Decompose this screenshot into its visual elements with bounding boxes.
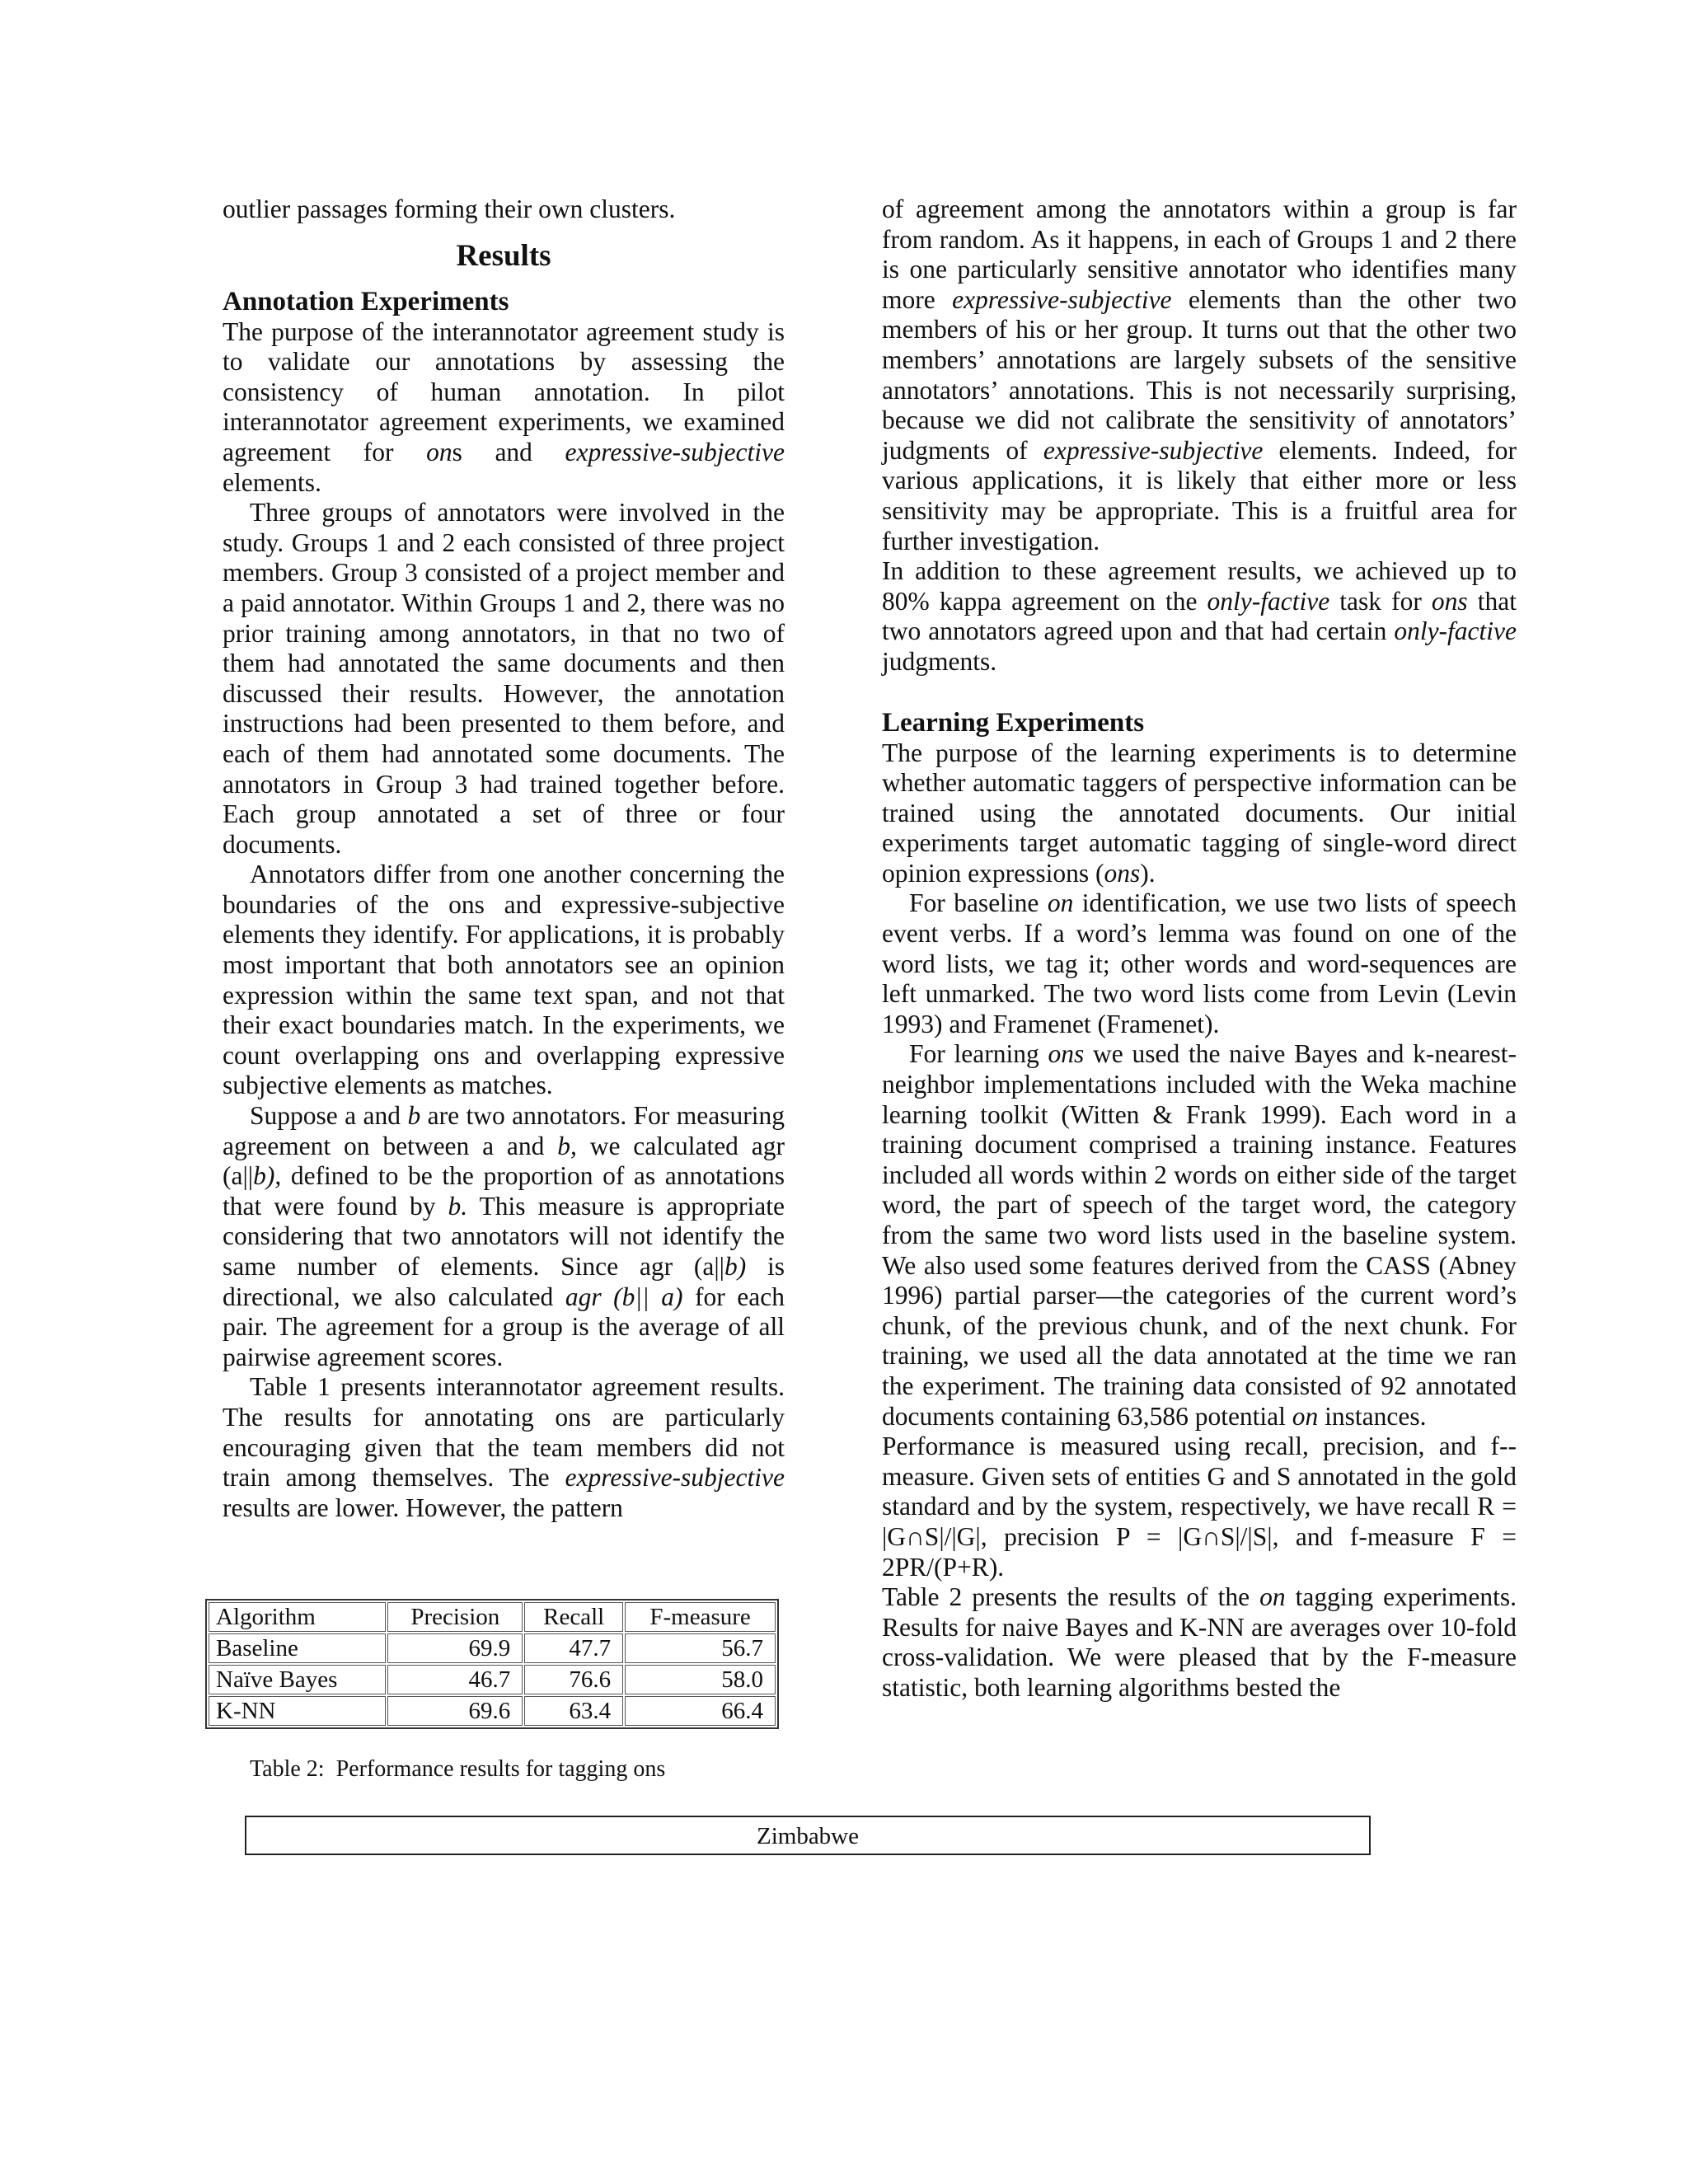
footer-box: Zimbabwe (245, 1816, 1371, 1855)
cell-f-measure: 58.0 (625, 1665, 776, 1694)
paragraph-baseline: For baseline on identification, we use two lists of speech event verbs. If a word’s lemma was found on one of the word lists, we tag it; other words and word-sequences are left unmarked. The two word lists come from Levin (Levin 1993) and Framenet (Framenet). (882, 888, 1517, 1038)
paragraph-learning-purpose: The purpose of the learning experiments is to determine whether automatic taggers of perspective information can be trained using the annotated documents. Our initial experiments target automatic tagging of single-word direct opinion expressions (ons). (882, 738, 1517, 888)
cell-f-measure: 66.4 (625, 1696, 776, 1726)
left-column (223, 194, 785, 1523)
cell-precision: 69.9 (387, 1633, 523, 1663)
paragraph-learning-setup: For learning ons we used the naive Bayes and k-nearest-neighbor implementations included with the Weka machine learning toolkit (Witten & Frank 1999). Each word in a training document comprised a training instance. Features included all words within 2 words on either side of the target word, the part of speech of the target word, the category from the same two word lists used in the baseline system. We also used some features derived from the CASS (Abney 1996) partial parser—the categories of the current word’s chunk, of the previous chunk, and of the next chunk. For training, we used all the data annotated at the time we ran the experiment. The training data consisted of 92 annotated documents containing 63,586 potential on instances. (882, 1039, 1517, 1431)
cell-algorithm: Baseline (209, 1633, 386, 1663)
paragraph-kappa-agreement: In addition to these agreement results, we achieved up to 80% kappa agreement on the only-factive task for ons that two annotators agreed upon and that had certain only-factive judgments. (882, 556, 1517, 676)
table-row (209, 1665, 776, 1694)
paragraph-table2-results: Table 2 presents the results of the on tagging experiments. Results for naive Bayes and K-NN are averages over 10-fold cross-validation. We were pleased that by the F-measure statistic, both learning algorithms bested the (882, 1582, 1517, 1702)
cell-recall: 76.6 (524, 1665, 623, 1694)
paragraph-annotation-purpose: The purpose of the interannotator agreement study is to validate our annotations by assessing the consistency of human annotation. In pilot interannotator agreement experiments, we examined agreement for ons and expressive-subjective elements. (223, 316, 785, 497)
intro-fragment: outlier passages forming their own clusters. (223, 194, 676, 223)
cell-precision: 46.7 (387, 1665, 523, 1694)
header-precision: Precision (387, 1602, 523, 1632)
subsection-heading-annotation: Annotation Experiments (223, 286, 509, 316)
cell-algorithm: K-NN (209, 1696, 386, 1726)
header-recall: Recall (524, 1602, 623, 1632)
table-caption: Table 2: Performance results for tagging ons (250, 1756, 666, 1782)
section-gap (882, 677, 1517, 707)
table-row (209, 1696, 776, 1726)
header-f-measure: F-measure (625, 1602, 776, 1632)
cell-recall: 47.7 (524, 1633, 623, 1663)
right-column (882, 194, 1517, 1704)
table-row (209, 1633, 776, 1663)
paragraph-annotator-differences: Annotators differ from one another concerning the boundaries of the ons and expressive-subjective elements they identify. For applications, it is probably most important that both annotators see an opinion expression within the same text span, and not that their exact boundaries match. In the experiments, we count overlapping ons and overlapping expressive subjective elements as matches. (223, 860, 785, 1100)
cell-precision: 69.6 (387, 1696, 523, 1726)
results-table-wrapper (205, 1599, 779, 1729)
paragraph-performance-measure: Performance is measured using recall, precision, and f--measure. Given sets of entities G and S annotated in the gold standard and by the system, respectively, we have recall R = |G∩S|/|G|, precision P = |G∩S|/|S|, and f-measure F = 2PR/(P+R). (882, 1432, 1517, 1582)
paragraph-table1-results: Table 1 presents interannotator agreement results. The results for annotating ons are particularly encouraging given that the team members did not train among themselves. The expressive-subjective results are lower. However, the pattern (223, 1372, 785, 1522)
cell-recall: 63.4 (524, 1696, 623, 1726)
paragraph-annotator-groups: Three groups of annotators were involved in the study. Groups 1 and 2 each consisted of three project members. Group 3 consisted of a project member and a paid annotator. Within Groups 1 and 2, there was no prior training among annotators, in that no two of them had annotated the same documents and then discussed their results. However, the annotation instructions had been presented to them before, and each of them had annotated some documents. The annotators in Group 3 had trained together before. Each group annotated a set of three or four documents. (223, 498, 785, 859)
paragraph-agreement-pattern: of agreement among the annotators within a group is far from random. As it happens, in each of Groups 1 and 2 there is one particularly sensitive annotator who identifies many more expressive-subjective elements than the other two members of his or her group. It turns out that the other two members’ annotations are largely subsets of the sensitive annotators’ annotations. This is not necessarily surprising, because we did not calibrate the sensitivity of annotators’ judgments of expressive-subjective elements. Indeed, for various applications, it is likely that either more or less sensitivity may be appropriate. This is a fruitful area for further investigation. (882, 194, 1517, 555)
cell-f-measure: 56.7 (625, 1633, 776, 1663)
section-heading-results: Results (456, 238, 551, 273)
paragraph-agreement-measure: Suppose a and b are two annotators. For measuring agreement on between a and b, we calculated agr (a||b), defined to be the proportion of as annotations that were found by b. This measure is appropriate considering that two annotators will not identify the same number of elements. Since agr (a||b) is directional, we also calculated agr (b|| a) for each pair. The agreement for a group is the average of all pairwise agreement scores. (223, 1101, 785, 1371)
results-table (205, 1599, 779, 1729)
header-algorithm: Algorithm (209, 1602, 386, 1632)
cell-algorithm: Naïve Bayes (209, 1665, 386, 1694)
table-header-row (209, 1602, 776, 1632)
subsection-heading-learning: Learning Experiments (882, 707, 1145, 738)
